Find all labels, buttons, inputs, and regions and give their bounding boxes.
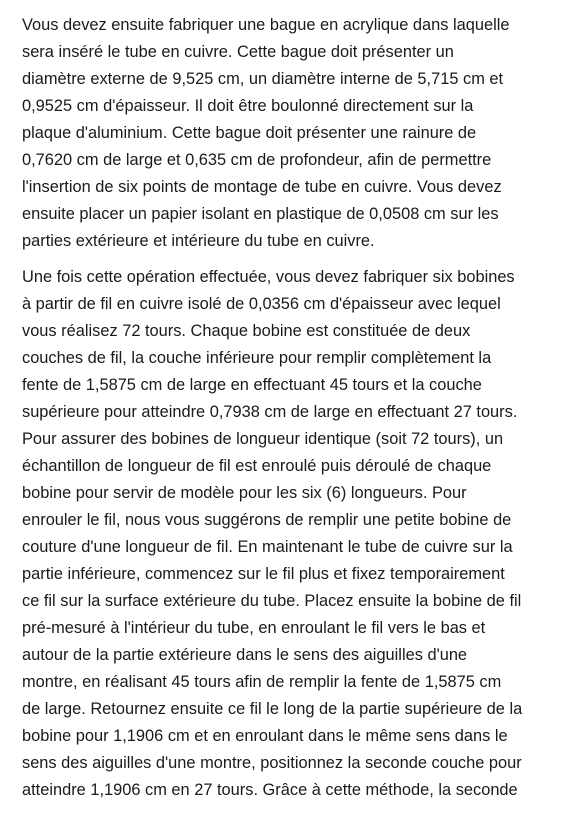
text-line: ce fil sur la surface extérieure du tube. Placez ensuite la bobine de fil — [22, 592, 522, 610]
text-line: vous réalisez 72 tours. Chaque bobine est constituée de deux — [22, 322, 471, 340]
text-line: supérieure pour atteindre 0,7938 cm de large en effectuant 27 tours. — [22, 403, 518, 421]
text-line: pré-mesuré à l'intérieur du tube, en enroulant le fil vers le bas et — [22, 619, 486, 637]
text-line: Une fois cette opération effectuée, vous devez fabriquer six bobines — [22, 268, 515, 286]
text-line: couture d'une longueur de fil. En maintenant le tube de cuivre sur la — [22, 538, 513, 556]
text-line: diamètre externe de 9,525 cm, un diamètre interne de 5,715 cm et — [22, 70, 504, 88]
text-line: de large. Retournez ensuite ce fil le long de la partie supérieure de la — [22, 700, 523, 718]
text-line: l'insertion de six points de montage de tube en cuivre. Vous devez — [22, 178, 502, 196]
paragraph-acrylic-ring — [22, 12, 536, 255]
text-line: bobine pour 1,1906 cm et en enroulant dans le même sens dans le — [22, 727, 508, 745]
text-line: échantillon de longueur de fil est enroulé puis déroulé de chaque — [22, 457, 492, 475]
text-line: 0,9525 cm d'épaisseur. Il doit être boulonné directement sur la — [22, 97, 474, 115]
text-line: Pour assurer des bobines de longueur identique (soit 72 tours), un — [22, 430, 504, 448]
text-line: parties extérieure et intérieure du tube en cuivre. — [22, 232, 375, 250]
text-line: sens des aiguilles d'une montre, positionnez la seconde couche pour — [22, 754, 522, 772]
text-line: couches de fil, la couche inférieure pour remplir complètement la — [22, 349, 492, 367]
document-body — [22, 12, 536, 813]
text-line: enrouler le fil, nous vous suggérons de remplir une petite bobine de — [22, 511, 512, 529]
text-line: atteindre 1,1906 cm en 27 tours. Grâce à cette méthode, la seconde — [22, 781, 518, 799]
text-line: fente de 1,5875 cm de large en effectuant 45 tours et la couche — [22, 376, 482, 394]
text-line: plaque d'aluminium. Cette bague doit présenter une rainure de — [22, 124, 477, 142]
text-line: sera inséré le tube en cuivre. Cette bague doit présenter un — [22, 43, 454, 61]
text-line: bobine pour servir de modèle pour les six (6) longueurs. Pour — [22, 484, 467, 502]
text-line: partie inférieure, commencez sur le fil plus et fixez temporairement — [22, 565, 505, 583]
text-line: à partir de fil en cuivre isolé de 0,0356 cm d'épaisseur avec lequel — [22, 295, 501, 313]
text-line: ensuite placer un papier isolant en plastique de 0,0508 cm sur les — [22, 205, 499, 223]
paragraph-coil-winding — [22, 264, 536, 804]
text-line: montre, en réalisant 45 tours afin de remplir la fente de 1,5875 cm — [22, 673, 502, 691]
text-line: 0,7620 cm de large et 0,635 cm de profondeur, afin de permettre — [22, 151, 492, 169]
text-line: autour de la partie extérieure dans le sens des aiguilles d'une — [22, 646, 468, 664]
text-line: Vous devez ensuite fabriquer une bague en acrylique dans laquelle — [22, 16, 510, 34]
